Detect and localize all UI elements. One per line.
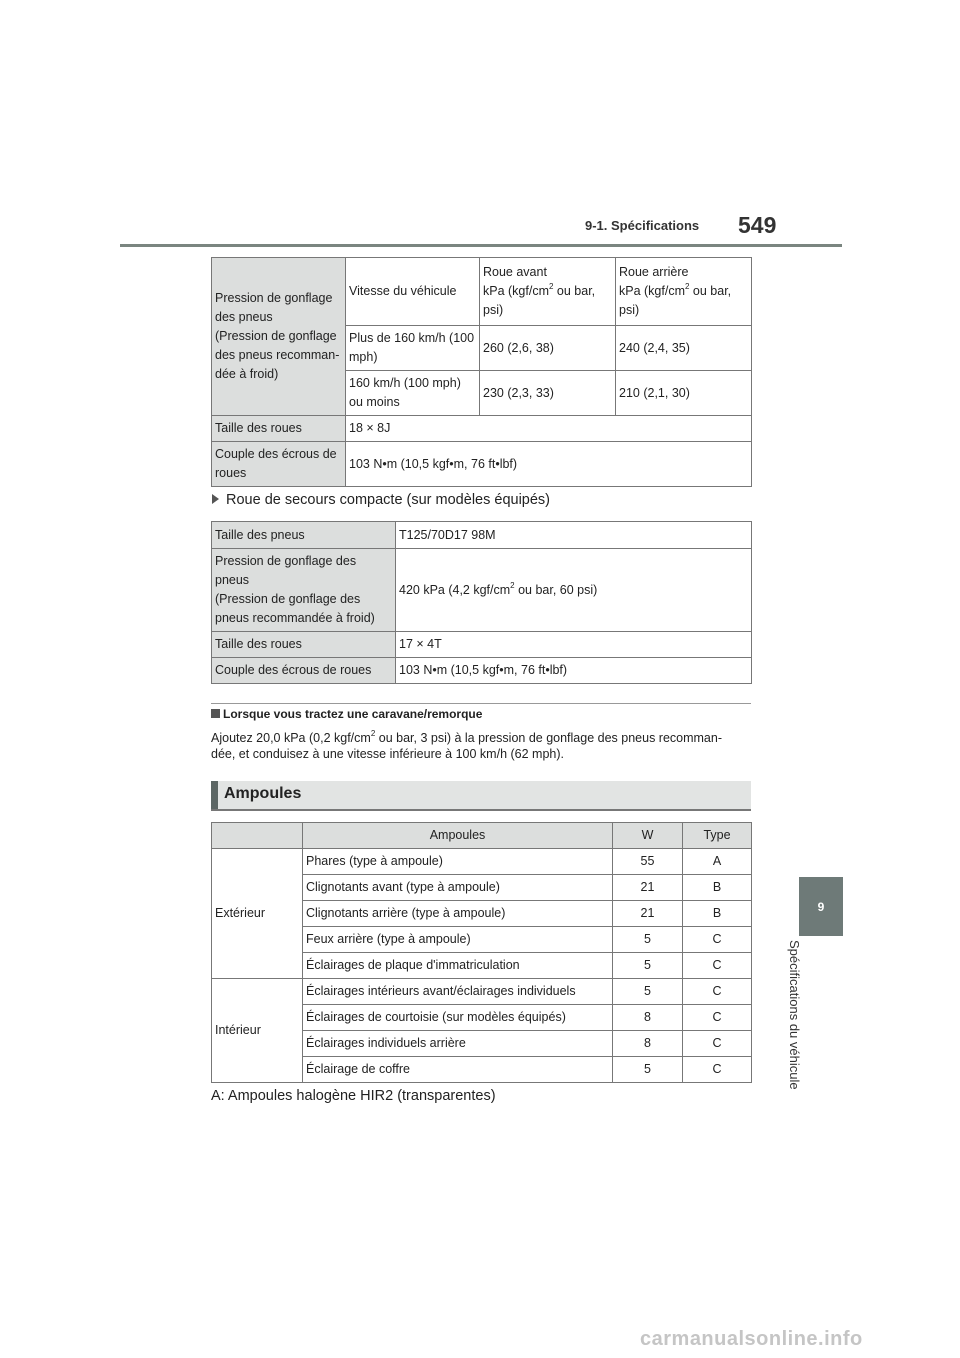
interior-label: Intérieur [212,979,303,1083]
triangle-bullet-icon [212,494,219,504]
tire-pressure-label: Pression de gonflage des pneus (Pression de gonflage des pneus recomman- dée à froid) [212,258,346,416]
note-title: Lorsque vous tractez une caravane/remorque [211,707,482,721]
bulb-type: B [683,901,752,927]
header-divider [120,244,842,247]
bulb-name: Clignotants avant (type à ampoule) [303,875,613,901]
col-rear-wheel: Roue arrière kPa ($kgf/cm^2$ ou bar, psi) [616,258,752,326]
note-body: Ajoutez 20,0 kPa (0,2 kgf/$cm^2$ ou bar, 3 psi) à la pression de gonflage des pneus recomman- dée, et conduisez à une vitesse inférieure à 100 km/h (62 mph). [211,729,723,761]
table-row [212,522,752,549]
wheel-size-label: Taille des roues [212,416,346,442]
bulb-name: Éclairages intérieurs avant/éclairages individuels [303,979,613,1005]
chapter-tab[interactable]: 9 [799,877,843,936]
bulb-type: C [683,979,752,1005]
section-divider [211,703,751,704]
bulb-name: Éclairages individuels arrière [303,1031,613,1057]
spare-torque-label: Couple des écrous de roues [212,658,396,684]
bulb-name: Clignotants arrière (type à ampoule) [303,901,613,927]
front-pressure-cell: 260 (2,6, 38) [480,326,616,371]
bulb-type: C [683,953,752,979]
bulb-name: Feux arrière (type à ampoule) [303,927,613,953]
header-blank [212,823,303,849]
bulb-watts: 5 [613,953,683,979]
spare-pressure-label: Pression de gonflage des pneus (Pression de gonflage des pneus recommandée à froid) [212,549,396,632]
table-row [212,549,752,632]
section-title: 9-1. Spécifications [585,218,700,233]
bulb-type: A [683,849,752,875]
table-header-row [212,823,752,849]
bulb-name: Phares (type à ampoule) [303,849,613,875]
bulb-type: C [683,1005,752,1031]
tire-spec-table [211,257,752,487]
table-row [212,442,752,487]
banner-underline [211,809,751,811]
front-pressure-cell: 230 (2,3, 33) [480,371,616,416]
bulb-watts: 21 [613,901,683,927]
bulb-watts: 5 [613,927,683,953]
header-watts: W [613,823,683,849]
rear-pressure-cell: 240 (2,4, 35) [616,326,752,371]
speed-cell: 160 km/h (100 mph) ou moins [346,371,480,416]
chapter-side-title: Spécifications du véhicule [787,940,802,1090]
spare-wheel-size-value: 17 × 4T [396,632,752,658]
bulb-footnote: A: Ampoules halogène HIR2 (transparentes) [211,1088,496,1104]
bulb-name: Éclairages de courtoisie (sur modèles équipés) [303,1005,613,1031]
banner-accent [211,781,218,809]
table-row [212,849,752,875]
col-front-wheel: Roue avant kPa ($kgf/cm^2$ ou bar, psi) [480,258,616,326]
speed-cell: Plus de 160 km/h (100 mph) [346,326,480,371]
header-bulbs: Ampoules [303,823,613,849]
table-row [212,632,752,658]
col-vehicle-speed: Vitesse du véhicule [346,258,480,326]
tire-size-label: Taille des pneus [212,522,396,549]
spare-torque-value: 103 N•m (10,5 kgf•m, 76 ft•lbf) [396,658,752,684]
header-type: Type [683,823,752,849]
watermark[interactable]: carmanualsonline.info [640,1328,863,1350]
bulb-watts: 55 [613,849,683,875]
rear-pressure-cell: 210 (2,1, 30) [616,371,752,416]
spare-wheel-heading: Roue de secours compacte (sur modèles équipés) [212,492,550,508]
exterior-label: Extérieur [212,849,303,979]
bulbs-table [211,822,752,1083]
torque-value: 103 N•m (10,5 kgf•m, 76 ft•lbf) [346,442,752,487]
wheel-size-value: 18 × 8J [346,416,752,442]
bulb-watts: 8 [613,1005,683,1031]
table-row [212,658,752,684]
square-bullet-icon [211,709,220,718]
bulb-type: B [683,875,752,901]
bulb-watts: 21 [613,875,683,901]
spare-wheel-size-label: Taille des roues [212,632,396,658]
spare-pressure-value: 420 kPa (4,2 kgf/$cm^2$ ou bar, 60 psi) [396,549,752,632]
page-number: 549 [738,212,777,238]
bulb-type: C [683,1057,752,1083]
torque-label: Couple des écrous de roues [212,442,346,487]
table-row [212,979,752,1005]
bulb-name: Éclairages de plaque d'immatriculation [303,953,613,979]
tire-size-value: T125/70D17 98M [396,522,752,549]
spare-wheel-table [211,521,752,684]
chapter-side-label [784,940,804,1110]
table-row [212,416,752,442]
bulb-type: C [683,927,752,953]
bulb-type: C [683,1031,752,1057]
bulb-watts: 5 [613,979,683,1005]
bulb-watts: 5 [613,1057,683,1083]
bulb-name: Éclairage de coffre [303,1057,613,1083]
bulbs-heading: Ampoules [224,785,302,802]
bulb-watts: 8 [613,1031,683,1057]
